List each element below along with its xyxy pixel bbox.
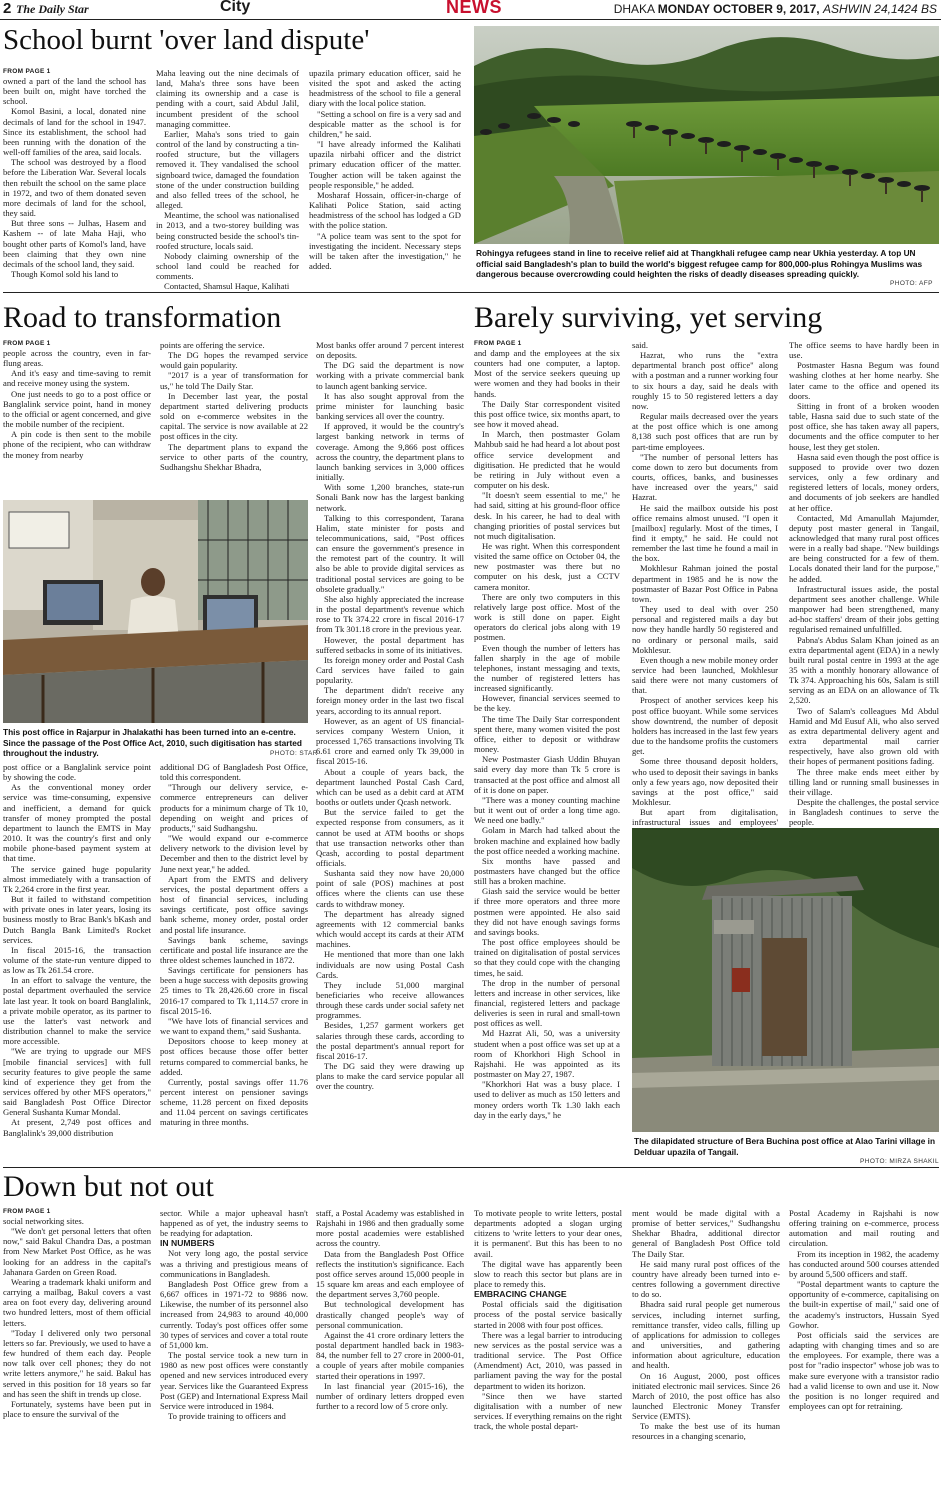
paragraph: Maha leaving out the nine decimals of land, Maha's three sons have been claiming its ownership and a case is pending with a court, said Abdul Jalil, incumbent president of the school managing committee. — [156, 68, 299, 129]
paragraph: points are offering the service. — [160, 340, 265, 350]
paragraph: Hazrat, who runs the "extra departmental branch post office" along with a postman and a runner working four to six hours a day, said he deals with roughly 15 to 50 registered letters a day now. — [632, 350, 778, 411]
paragraph: He mentioned that more than one lakh individuals are now using Postal Cash Cards. — [316, 949, 464, 980]
story2-col2-bottom — [160, 762, 308, 1162]
paragraph: The school was destroyed by a flood before the Liberation War. Several locals then rebuilt the school on the same place in 1972, and two of them donated seven more decimals of land for the school, they said. — [3, 157, 146, 219]
paragraph: One just needs to go to a post office or Banglalink service point, hand in money to the official or agent concerned, and give the mobile number of the recipient. — [3, 388, 151, 430]
section-label: NEWS — [440, 0, 508, 18]
paragraph: sector. While a major upheaval hasn't happened as of yet, the industry seems to be readying for adaptation. — [160, 1208, 308, 1239]
paragraph: Mokhlesur Rahman joined the postal department in 1985 and he is now the postmaster of Bazar Post Office in Pabna town. — [632, 563, 778, 604]
paragraph: Savings bank scheme, savings certificate and postal life insurance are the three oldest schemes launched in 1872. — [160, 934, 308, 965]
paragraph: Two of Salam's colleagues Md Abdul Hamid and Md Eusuf Ali, who also served as extra departmental delivery agent and extra departmental mail carrier respectively, have also grown old with their hopes of permanent positions fading. — [789, 705, 939, 767]
story1-col2 — [156, 68, 299, 292]
paragraph: The Daily Star correspondent visited this post office twice, six months apart, to see how it moved ahead. — [474, 398, 620, 430]
story1-col1 — [3, 68, 146, 284]
paragraph: Postal Academy in Rajshahi is now offering training on e-commerce, process automation and mail routing and circulation. — [789, 1208, 939, 1249]
paragraph: Against the 41 crore ordinary letters the postal department handled back in 1983-84, the number fell to 27 crore in 2000-01, a couple of years after mobile companies started their operations in 1997. — [316, 1329, 464, 1381]
paragraph: On 16 August, 2000, post offices initiated electronic mail services. Since 26 March of 2010, the post office has also launched Electronic Money Transfer Service (EMTS). — [632, 1370, 780, 1422]
paragraph: To provide training to officers and — [168, 1410, 286, 1421]
from-page-label: FROM PAGE 1 — [3, 340, 51, 347]
paragraph: Meantime, the school was nationalised in 2013, and a two-storey building was being constructed beside the school's tin-roofed structure, locals said. — [156, 210, 299, 251]
paragraph: But the service failed to get the expected response from consumers, as it cannot be used at ATM booths or shops that use transaction networks other than Qcash, according to postal department officials. — [316, 807, 464, 868]
paragraph: Bhadra said rural people get numerous services, including internet surfing, remittance transfer, video calls, filling up of applications for admission to colleges and universities, and gathering information about agriculture, education and health. — [632, 1299, 780, 1371]
paragraph: They used to deal with over 250 personal and registered mails a day but now they handle hardly 50 registered and no ordinary or personal mails, said Mokhlesur. — [632, 604, 778, 655]
paragraph: Some three thousand deposit holders, who used to deposit their savings in banks only a few years ago, now deposited their savings at the post office," said Mokhlesur. — [632, 756, 778, 808]
credit-bera-buchina: PHOTO: MIRZA SHAKIL — [860, 1158, 939, 1165]
paragraph: "Postal department wants to capture the opportunity of e-commerce, capitalising on the built-in expertise of mail," said one of the academy's instructors, Hussain Syed Gowhor. — [789, 1279, 939, 1330]
story1-col3 — [309, 68, 461, 284]
paper-name: The Daily Star — [16, 2, 89, 16]
paragraph: Even though a new mobile money order service had been launched, Mokhlesur said there were not many customers of that. — [632, 654, 778, 696]
page-header — [0, 0, 941, 20]
paragraph: The postal service took a new turn in 1980 as new post offices were constantly opened and new services introduced every year. Services like the Guaranteed Express Post (GEP) and International Express Mail Service were introduced in 1984. — [160, 1350, 308, 1411]
paragraph: Earlier, Maha's sons tried to gain control of the land by constructing a tin-roofed structure, but the villagers removed it. They vandalised the school signboard twice, damaged the foundation stone of the under construction building and also felled trees of the school, he alleged. — [156, 128, 299, 211]
paragraph: In an effort to salvage the venture, the postal department overhauled the service late last year. It took on board Banglalink, a private mobile operator, as its partner to use the latter's vast network and distribution channel to make the service more accessible. — [3, 975, 151, 1047]
story4-col4 — [474, 1208, 622, 1500]
paragraph: She also highly appreciated the increase in the postal department's revenue which rose to Tk 374.22 crore in fiscal 2016-17 from Tk 301.18 crore in the previous year. — [316, 593, 464, 635]
paragraph: However, as an agent of US financial-services company Western Union, it processed 1,765 transactions involving Tk 6.61 crore and earned only Tk 39,000 in fiscal 2015-16. — [316, 715, 464, 767]
paragraph: Fortunately, systems have been put in place to ensure the survival of the — [3, 1398, 151, 1419]
paragraph: But technological development has drastically changed people's way of personal communication. — [316, 1299, 464, 1330]
paragraph: If approved, it would be the country's largest banking network in terms of coverage. Among the 9,866 post offices across the country, the department plans to launch banking services in 3,000 offices initially. — [316, 421, 464, 483]
story4-col5 — [632, 1208, 780, 1500]
paragraph: IN NUMBERS — [160, 1238, 215, 1249]
paragraph: Six months have passed and postmasters have changed but the office still has a broken machine. — [474, 855, 620, 887]
paragraph: At present, 2,749 post offices and Banglalink's 39,000 distribution — [3, 1117, 151, 1138]
paragraph: EMBRACING CHANGE — [474, 1289, 567, 1300]
caption-e-centre: This post office in Rajarpur in Jhalakathi has been turned into an e-centre. Since the passage of the Post Office Act, 2010, such digitisation has started throughout the industry. — [3, 727, 302, 758]
story2-col1-top — [3, 340, 151, 493]
credit-refugee-photo: PHOTO: AFP — [890, 280, 933, 287]
paragraph: "A police team was sent to the spot for investigating the incident. Necessary steps will be taken after the investigation," he added. — [309, 230, 461, 271]
story2-col3 — [316, 340, 464, 1160]
paragraph: Golam in March had talked about the broken machine and explained how badly the post office needed a working machine. — [474, 825, 620, 856]
paragraph: To motivate people to write letters, postal departments adopted a slogan urging citizens to 'write letters to your dear ones, it is permanent'. But this has been to no avail. — [474, 1208, 622, 1259]
paragraph: Mosharaf Hossain, officer-in-charge of Kalihati Police Station, said acting headmistress of the school has lodged a GD with the police station. — [309, 189, 461, 231]
paragraph: "Setting a school on fire is a very sad and despicable matter as the school is for children," he said. — [309, 108, 461, 139]
paragraph: ment would be made digital with a promise of better services," Sudhangshu Shekhar Bhadra, additional director general of Bangladesh Post Office told The Daily Star. — [632, 1208, 780, 1259]
paragraph: "There was a money counting machine but it went out of order a long time ago. We need one badly." — [474, 794, 620, 826]
paragraph: The DG said they were drawing up plans to make the card service popular all over the country. — [316, 1061, 464, 1092]
paragraph: additional DG of Bangladesh Post Office, told this correspondent. — [160, 762, 308, 783]
paragraph: He said many rural post offices of the country have already been turned into e-centres following a government directive to do so. — [632, 1258, 780, 1300]
refugee-photo-image — [474, 26, 939, 244]
paragraph: Talking to this correspondent, Tarana Halim, state minister for posts and telecommunications, said, "Post offices can ensure the government's presence in the remotest part of the country. It will also be able to provide digital services as traditional postal services are going to be obsolete gradually." — [316, 512, 464, 594]
paragraph: Its foreign money order and Postal Cash Card services have failed to gain popularity. — [316, 654, 464, 686]
paragraph: owned a part of the land the school has been built on, might have torched the school. — [3, 76, 146, 107]
caption-refugee-photo: Rohingya refugees stand in line to receive relief aid at Thangkhali refugee camp near Ukhia yesterday. A top UN official said Bangladesh's plan to build the world's biggest refugee camp for 800,000-plus Rohingya Muslims was dangerous because overcrowding could heighten the risks of deadly diseases spreading quickly. — [476, 248, 923, 279]
paragraph: Nobody claiming ownership of the school land could be reached for comments. — [156, 250, 299, 282]
paragraph: With some 1,200 branches, state-run Sonali Bank now has the largest banking network. — [316, 482, 464, 513]
paragraph: Though Komol sold his land to — [11, 268, 119, 279]
story4-col3 — [316, 1208, 464, 1500]
story3-col2 — [632, 340, 778, 828]
paragraph: Bangladesh Post Office grew from a 6,667 offices in 1971-72 to 9886 now. Likewise, the number of its personnel also increased from 24,983 to around 40,000 currently. Today's post offices offer some 30 types of services and cover a total route of 51,000 km. — [160, 1278, 308, 1350]
paragraph: And it's easy and time-saving to remit and receive money using the system. — [3, 368, 151, 389]
paragraph: "2017 is a year of transformation for us," he told The Daily Star. — [160, 370, 308, 391]
paragraph: The drop in the number of personal letters and increase in other services, like financial, registered letters and package deliveries is seen in rural and small-town post offices as well. — [474, 977, 620, 1029]
photo-e-centre — [3, 500, 308, 723]
issue-date: DHAKA MONDAY OCTOBER 9, 2017, ASHWIN 24,1424 BS — [613, 2, 937, 16]
section-name: City — [220, 0, 251, 15]
paragraph: Besides, 1,257 garment workers get salaries through these cards, according to the postal department's annual report for fiscal 2016-17. — [316, 1020, 464, 1061]
e-centre-photo-image — [3, 500, 308, 723]
story4-col2 — [160, 1208, 308, 1500]
paragraph: Savings certificate for pensioners has been a huge success with deposits growing 25 times to Tk 28,426.60 crore in fiscal 2016-17 compared to Tk 1,114.57 crore in fiscal 2015-16. — [160, 965, 308, 1016]
story2-col1-bottom — [3, 762, 151, 1162]
paragraph: "We are trying to upgrade our MFS [mobile financial services] with full security features to give people the same kind of experience they get from the services offered by other MFS operators," said Bangladesh Post Office Director General Sushanta Kumar Mondal. — [3, 1046, 151, 1118]
paragraph: But it failed to withstand competition with private ones in later years, losing its business mostly to Brac Bank's bKash and Dutch Bangla Bank Limited's Rocket services. — [3, 894, 151, 945]
paragraph: The time The Daily Star correspondent spent there, many women visited the post office, either to deposit or withdraw money. — [474, 713, 620, 755]
paragraph: But three sons -- Julhas, Hasem and Kashem -- of late Maha Haji, who bought other parts of Komol's land, have been claiming that they own nine decimals of the school land, they said. — [3, 218, 146, 269]
paragraph: post office or a Banglalink service point by showing the code. — [3, 762, 151, 783]
paragraph: The department has already signed agreements with 12 commercial banks which would accept its cards at their ATM machines. — [316, 908, 464, 950]
photo-bera-buchina-post-office — [632, 828, 939, 1132]
paragraph: Komol Basini, a local, donated nine decimals of land for the school in 1947. Since its establishment, the school had been running with the donation of the well-off families of the area, said locals. — [3, 106, 146, 158]
paragraph: A pin code is then sent to the mobile phone of the recipient, who can withdraw the money from nearby — [3, 429, 151, 460]
paragraph: "Since then we have started digitalisation with a number of new services. If everything remains on the right track, the whole postal depart- — [474, 1390, 622, 1432]
paragraph: However, financial services seemed to be the key. — [474, 693, 620, 714]
paragraph: Even though the number of letters has fallen sharply in the age of mobile telephones, instant messaging and texts, the number of registered letters has increased significantly. — [474, 642, 620, 694]
story4-col1 — [3, 1208, 151, 1500]
paragraph: "We don't get personal letters that often now," said Bakul Chandra Das, a postman from New Market Post Office, as he was looking for an address in the capital's Jahanara Garden on Green Road. — [3, 1226, 151, 1277]
paragraph: The office seems to have hardly been in use. — [789, 340, 939, 361]
paragraph: But apart from digitalisation, infrastructural issues and employees' — [632, 807, 778, 828]
story3-col3 — [789, 340, 939, 828]
section-divider-2 — [3, 1167, 939, 1168]
paragraph: The department plans to expand the service to other parts of the country, Sudhangshu Shekhar Bhadra, — [160, 441, 308, 472]
paragraph: "Today I delivered only two personal letters so far. Previously, we used to have a few hundred of them each day. People now talk over cell phones; they do not write letters anymore," he said. Bakul has served in this position for 18 years so far and has seen the shift in trends up close. — [3, 1327, 151, 1399]
story4-col6 — [789, 1208, 939, 1500]
paragraph: Not very long ago, the postal service was a thriving and prestigious means of communications in Bangladesh. — [160, 1248, 308, 1279]
paragraph: Most banks offer around 7 percent interest on deposits. — [316, 340, 464, 361]
from-page-label: FROM PAGE 1 — [3, 68, 51, 75]
paragraph: Hasna said even though the post office is supposed to provide over two dozen services, only a few ordinary and registered letters of locals, money orders, and documents of job seekers are handled at her office. — [789, 451, 939, 513]
story3-col1 — [474, 340, 620, 1158]
paragraph: "I have already informed the Kalihati upazila nirbahi officer and the district primary education officer of the matter. Tougher action will be taken against the people responsible," he added. — [309, 139, 461, 190]
paragraph: From its inception in 1982, the academy has conducted around 500 courses attended by around 5,500 officers and staff. — [789, 1248, 939, 1279]
paragraph: Post officials said the services are adapting with changing times and so are the employees. For example, there was a post for "radio inspector" whose job was to make sure everyone with a transistor radio had a valid license to own and use it. Now the position is no longer required and employees can opt for retraining. — [789, 1329, 939, 1411]
credit-e-centre: PHOTO: STAR — [270, 750, 318, 757]
paragraph: said. — [632, 340, 648, 350]
paragraph: There was a legal barrier to introducing new services as the postal service was a traditional service. The Post Office (Amendment) Act, 2010, was passed in parliament paving the way for the postal department to widen its horizon. — [474, 1329, 622, 1391]
paragraph: Sushanta said they now have 20,000 point of sale (POS) machines at post offices where the clients can use these cards to withdraw money. — [316, 868, 464, 909]
paragraph: Giash said the service would be better if three more operators and three more postmen were appointed. He also said they did not have enough savings forms and savings books. — [474, 886, 620, 937]
photo-refugee-queue — [474, 26, 939, 244]
from-page-label: FROM PAGE 1 — [3, 1208, 51, 1215]
paragraph: and damp and the employees at the six counters had one computer, a laptop. Most of the service seekers queuing up were women and they had books in their hands. — [474, 348, 620, 399]
paragraph: In last financial year (2015-16), the number of ordinary letters dropped even further to a record low of 5 crore only. — [316, 1380, 464, 1411]
paragraph: They include 51,000 marginal beneficiaries who receive allowances through these cards under social safety net programmes. — [316, 979, 464, 1021]
paragraph: In March, then postmaster Golam Mahbub said he had heard a lot about post office service development and digitisation. He predicted that he would be retiring in July without even a computer on his desk. — [474, 429, 620, 491]
paragraph: He was right. When this correspondent visited the same office on October 04, the new postmaster was there but no computer on his desk, just a CCTV camera monitor. — [474, 540, 620, 592]
paragraph: However, the postal department has suffered setbacks in some of its initiatives. — [316, 634, 464, 655]
paragraph: The post office employees should be trained on digitalisation of postal services so that they could cope with the changing times, he said. — [474, 937, 620, 978]
paragraph: He said the mailbox outside his post office remains almost unused. "I open it [mailbox] regularly. Most of the times, I find it empty," he said. He could not remember the last time he found a mail in the box. — [632, 502, 778, 564]
paragraph: Regular mails decreased over the years at the post office which is one among 8,138 such post offices that are run by part-time employees. — [632, 411, 778, 452]
paragraph: people across the country, even in far-flung areas. — [3, 348, 151, 369]
paragraph: The DG hopes the revamped service would gain popularity. — [160, 350, 308, 371]
paragraph: As the conventional money order service was time-consuming, expensive and inefficient, a demand for quick transfer of money prompted the postal department to launch the EMTS in May 2010. It was the country's first and only mobile phone-based payment system at that time. — [3, 782, 151, 864]
paragraph: "Khorkhori Hat was a busy place. I used to deliver as much as 150 letters and money orders worth Tk 1.30 lakh each day in the early days," he — [474, 1079, 620, 1120]
paragraph: About a couple of years back, the department launched Postal Cash Card, which can be used as a debit card at ATM booths or outlets under Qcash network. — [316, 766, 464, 808]
paragraph: Wearing a trademark khaki uniform and carrying a mailbag, Bakul covers a vast area on foot every day, delivering around two hundred letters, most of them official letters. — [3, 1276, 151, 1328]
paragraph: Postmaster Hasna Begum was found washing clothes at her home nearby. She later came to the office and opened its doors. — [789, 360, 939, 401]
story2-col2-top — [160, 340, 308, 493]
paragraph: Pabna's Abdus Salam Khan joined as an extra departmental agent (EDA) in a newly built rural postal centre in 1993 at the age 35 with a monthly honorary allowance of Tk 374. Approaching his 60s, Salam is still serving as an EDA on an allowance of Tk 2,520. — [789, 634, 939, 706]
paragraph: upazila primary education officer, said he visited the spot and asked the acting headmistress of the school to file a general diary with the local police station. — [309, 68, 461, 109]
paragraph: Contacted, Shamsul Haque, Kalihati — [164, 281, 290, 292]
paragraph: "It doesn't seem essential to me," he had said, sitting at his ground-floor office desk. In his career, he had to deal with changing priorities of postal services but not much digitalisation. — [474, 490, 620, 541]
paragraph: To make the best use of its human resources in a changing scenario, — [632, 1421, 780, 1442]
paragraph: "We have lots of financial services and we want to expand them," said Sushanta. — [160, 1015, 308, 1037]
paragraph: Data from the Bangladesh Post Office reflects the institution's significance. Each post office serves around 15,000 people in 15 square km areas and each employee of the department serves 3,760 people. — [316, 1248, 464, 1300]
paragraph: It has also sought approval from the prime minister for launching basic banking services all over the country. — [316, 390, 464, 422]
headline-down-but-not-out: Down but not out — [3, 1170, 214, 1203]
paragraph: Sitting in front of a broken wooden table, Hasna said due to such state of the post office, she has taken away all papers, documents and the office computer to her house, lest they get stolen. — [789, 400, 939, 452]
paragraph: The department didn't receive any foreign money order in the last two fiscal years, according to its annual report. — [316, 685, 464, 716]
paragraph: The service gained huge popularity almost immediately with a transaction of Tk 2,264 crore in the first year. — [3, 863, 151, 894]
paragraph: In December last year, the postal department started delivering products sold on e-commerce websites in the capital. The service is now available at 22 post offices in the city. — [160, 390, 308, 442]
paragraph: "We would expand our e-commerce delivery network to the division level by December and then to the district level by June next year," he added. — [160, 833, 308, 874]
paragraph: Depositors choose to keep money at post offices because those offer better returns compared to commercial banks, he added. — [160, 1036, 308, 1077]
headline-road-to-transformation: Road to transformation — [3, 301, 282, 334]
paragraph: Apart from the EMTS and delivery services, the postal department offers a host of financial services, including savings certificate, post office savings bank scheme, money order, postal order and postal life insurance. — [160, 873, 308, 935]
page-number: 2 — [3, 0, 12, 17]
post-office-photo-image — [632, 828, 939, 1132]
paragraph: The three make ends meet either by tilling land or running small businesses in their village. — [789, 766, 939, 797]
paragraph: social networking sites. — [3, 1216, 84, 1226]
paragraph: Despite the challenges, the postal service in Bangladesh continues to serve the people. — [789, 797, 939, 828]
caption-bera-buchina: The dilapidated structure of Bera Buchina post office at Alao Tarini village in Delduar upazila of Tangail. — [634, 1136, 936, 1157]
paragraph: Contacted, Md Amanullah Majumder, deputy post master general in Tangail, acknowledged that many rural post offices were in a really bad shape. "New buildings are being constructed for a few of them. Locals donated their land for the purpose," he added. — [789, 512, 939, 584]
paragraph: Currently, postal savings offer 11.76 percent interest on pensioner savings scheme, 11.28 percent on fixed deposits and 11.04 percent on savings certificates maturing in three months. — [160, 1076, 308, 1128]
paragraph: staff, a Postal Academy was established in Rajshahi in 1986 and then gradually some more postal academies were established across the country. — [316, 1208, 464, 1249]
paragraph: Postal officials said the digitisation process of the postal service basically started in 2008 with four post offices. — [474, 1299, 622, 1330]
paragraph: The digital wave has apparently been slow to reach this sector but plans are in place to remedy this. — [474, 1258, 622, 1290]
section-divider — [3, 292, 939, 293]
headline-school-burnt: School burnt 'over land dispute' — [3, 24, 370, 56]
from-page-label: FROM PAGE 1 — [474, 340, 522, 347]
paragraph: Prospect of another services keep his post office buoyant. While some services show downtrend, the number of deposit holders has increased in the last few years due to the handsome profits the customers get. — [632, 695, 778, 757]
paragraph: In fiscal 2015-16, the transaction volume of the state-run venture dipped to as low as Tk 261.54 crore. — [3, 944, 151, 976]
paragraph: Md Hazrat Ali, 50, was a university student when a post office was set up at a room of Khorkhori High School in Rajshahi. He was appointed as its postmaster on May 27, 1987. — [474, 1028, 620, 1080]
paragraph: New Postmaster Giash Uddin Bhuyan said every day more than Tk 5 crore is transacted at the post office and almost all of it is done on paper. — [474, 754, 620, 795]
headline-barely-surviving: Barely surviving, yet serving — [474, 301, 823, 334]
paragraph: There are only two computers in this relatively large post office. Most of the work is still done on paper. Eight operators do clerical jobs along with 19 postmen. — [474, 591, 620, 643]
paragraph: Infrastructural issues aside, the postal department sees another challenge. While manpower had been strengthened, many ad-hoc staffers' dream of their jobs getting regularised remained unfulfilled. — [789, 583, 939, 635]
paragraph: "The number of personal letters has come down to zero but documents from courts, offices, banks, and businesses have increased over the years," said Hazrat. — [632, 451, 778, 503]
paragraph: "Through our delivery service, e-commerce entrepreneurs can deliver products for a minimum charge of Tk 10, depending on weight and prices of products," said Sudhangshu. — [160, 782, 308, 833]
paragraph: The DG said the department is now working with a private commercial bank to launch agent banking service. — [316, 360, 464, 391]
